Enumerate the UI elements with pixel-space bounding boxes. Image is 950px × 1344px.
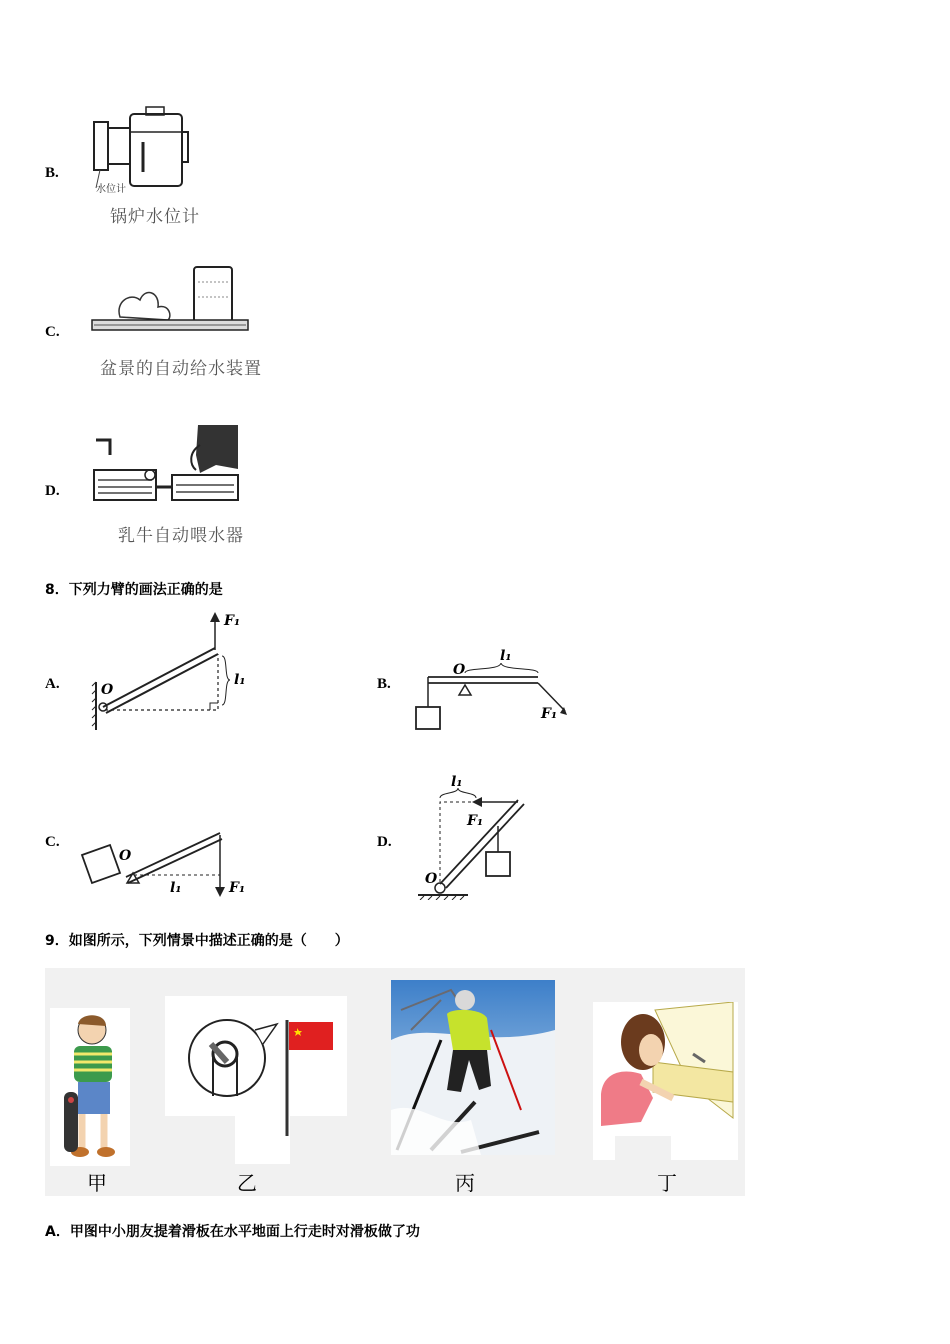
gauge-label: 水位计 [96, 184, 126, 195]
boy-with-skateboard-image [50, 1008, 130, 1166]
q8d-force-label: F₁ [467, 813, 484, 829]
panel-label-yi: 乙 [237, 1171, 257, 1195]
q8b-pivot-label: O [453, 662, 466, 678]
q8c-pivot-label: O [119, 848, 132, 864]
panel-label-jia: 甲 [87, 1171, 107, 1195]
question-9-stem: 9．如图所示，下列情景中描述正确的是（ ） [45, 933, 349, 949]
question-8-stem: 8．下列力臂的画法正确的是 [45, 582, 223, 598]
lever-diagram-c [78, 825, 248, 905]
q8d-pivot-label: O [425, 871, 438, 887]
q8-option-c-letter: C. [45, 834, 60, 850]
panel-label-ding: 丁 [657, 1171, 677, 1195]
caption-bonsai: 盆景的自动给水装置 [100, 359, 262, 379]
q8a-force-label: F₁ [224, 613, 241, 629]
caption-cow-feeder: 乳牛自动喂水器 [118, 526, 244, 546]
q9-figure-panel [45, 968, 745, 1196]
cow-feeder-figure [88, 425, 243, 507]
q8b-arm-label: l₁ [500, 648, 512, 664]
panel-label-bing: 丙 [455, 1171, 475, 1195]
option-letter-c: C. [45, 324, 60, 340]
skier-photo [391, 980, 555, 1155]
q8-option-d-letter: D. [377, 834, 392, 850]
q8d-arm-label: l₁ [451, 774, 463, 790]
caption-boiler: 锅炉水位计 [110, 207, 200, 227]
bonsai-water-figure [90, 262, 250, 337]
option-letter-b: B. [45, 165, 59, 181]
q9-option-a: A．甲图中小朋友提着滑板在水平地面上行走时对滑板做了功 [45, 1224, 420, 1240]
q8a-pivot-label: O [101, 682, 114, 698]
q8b-force-label: F₁ [541, 706, 558, 722]
q8c-force-label: F₁ [229, 880, 246, 896]
q8-option-a-letter: A. [45, 676, 60, 692]
option-letter-d: D. [45, 483, 60, 499]
q8a-arm-label: l₁ [234, 672, 246, 688]
q8-option-b-letter: B. [377, 676, 391, 692]
q8c-arm-label: l₁ [170, 880, 182, 896]
